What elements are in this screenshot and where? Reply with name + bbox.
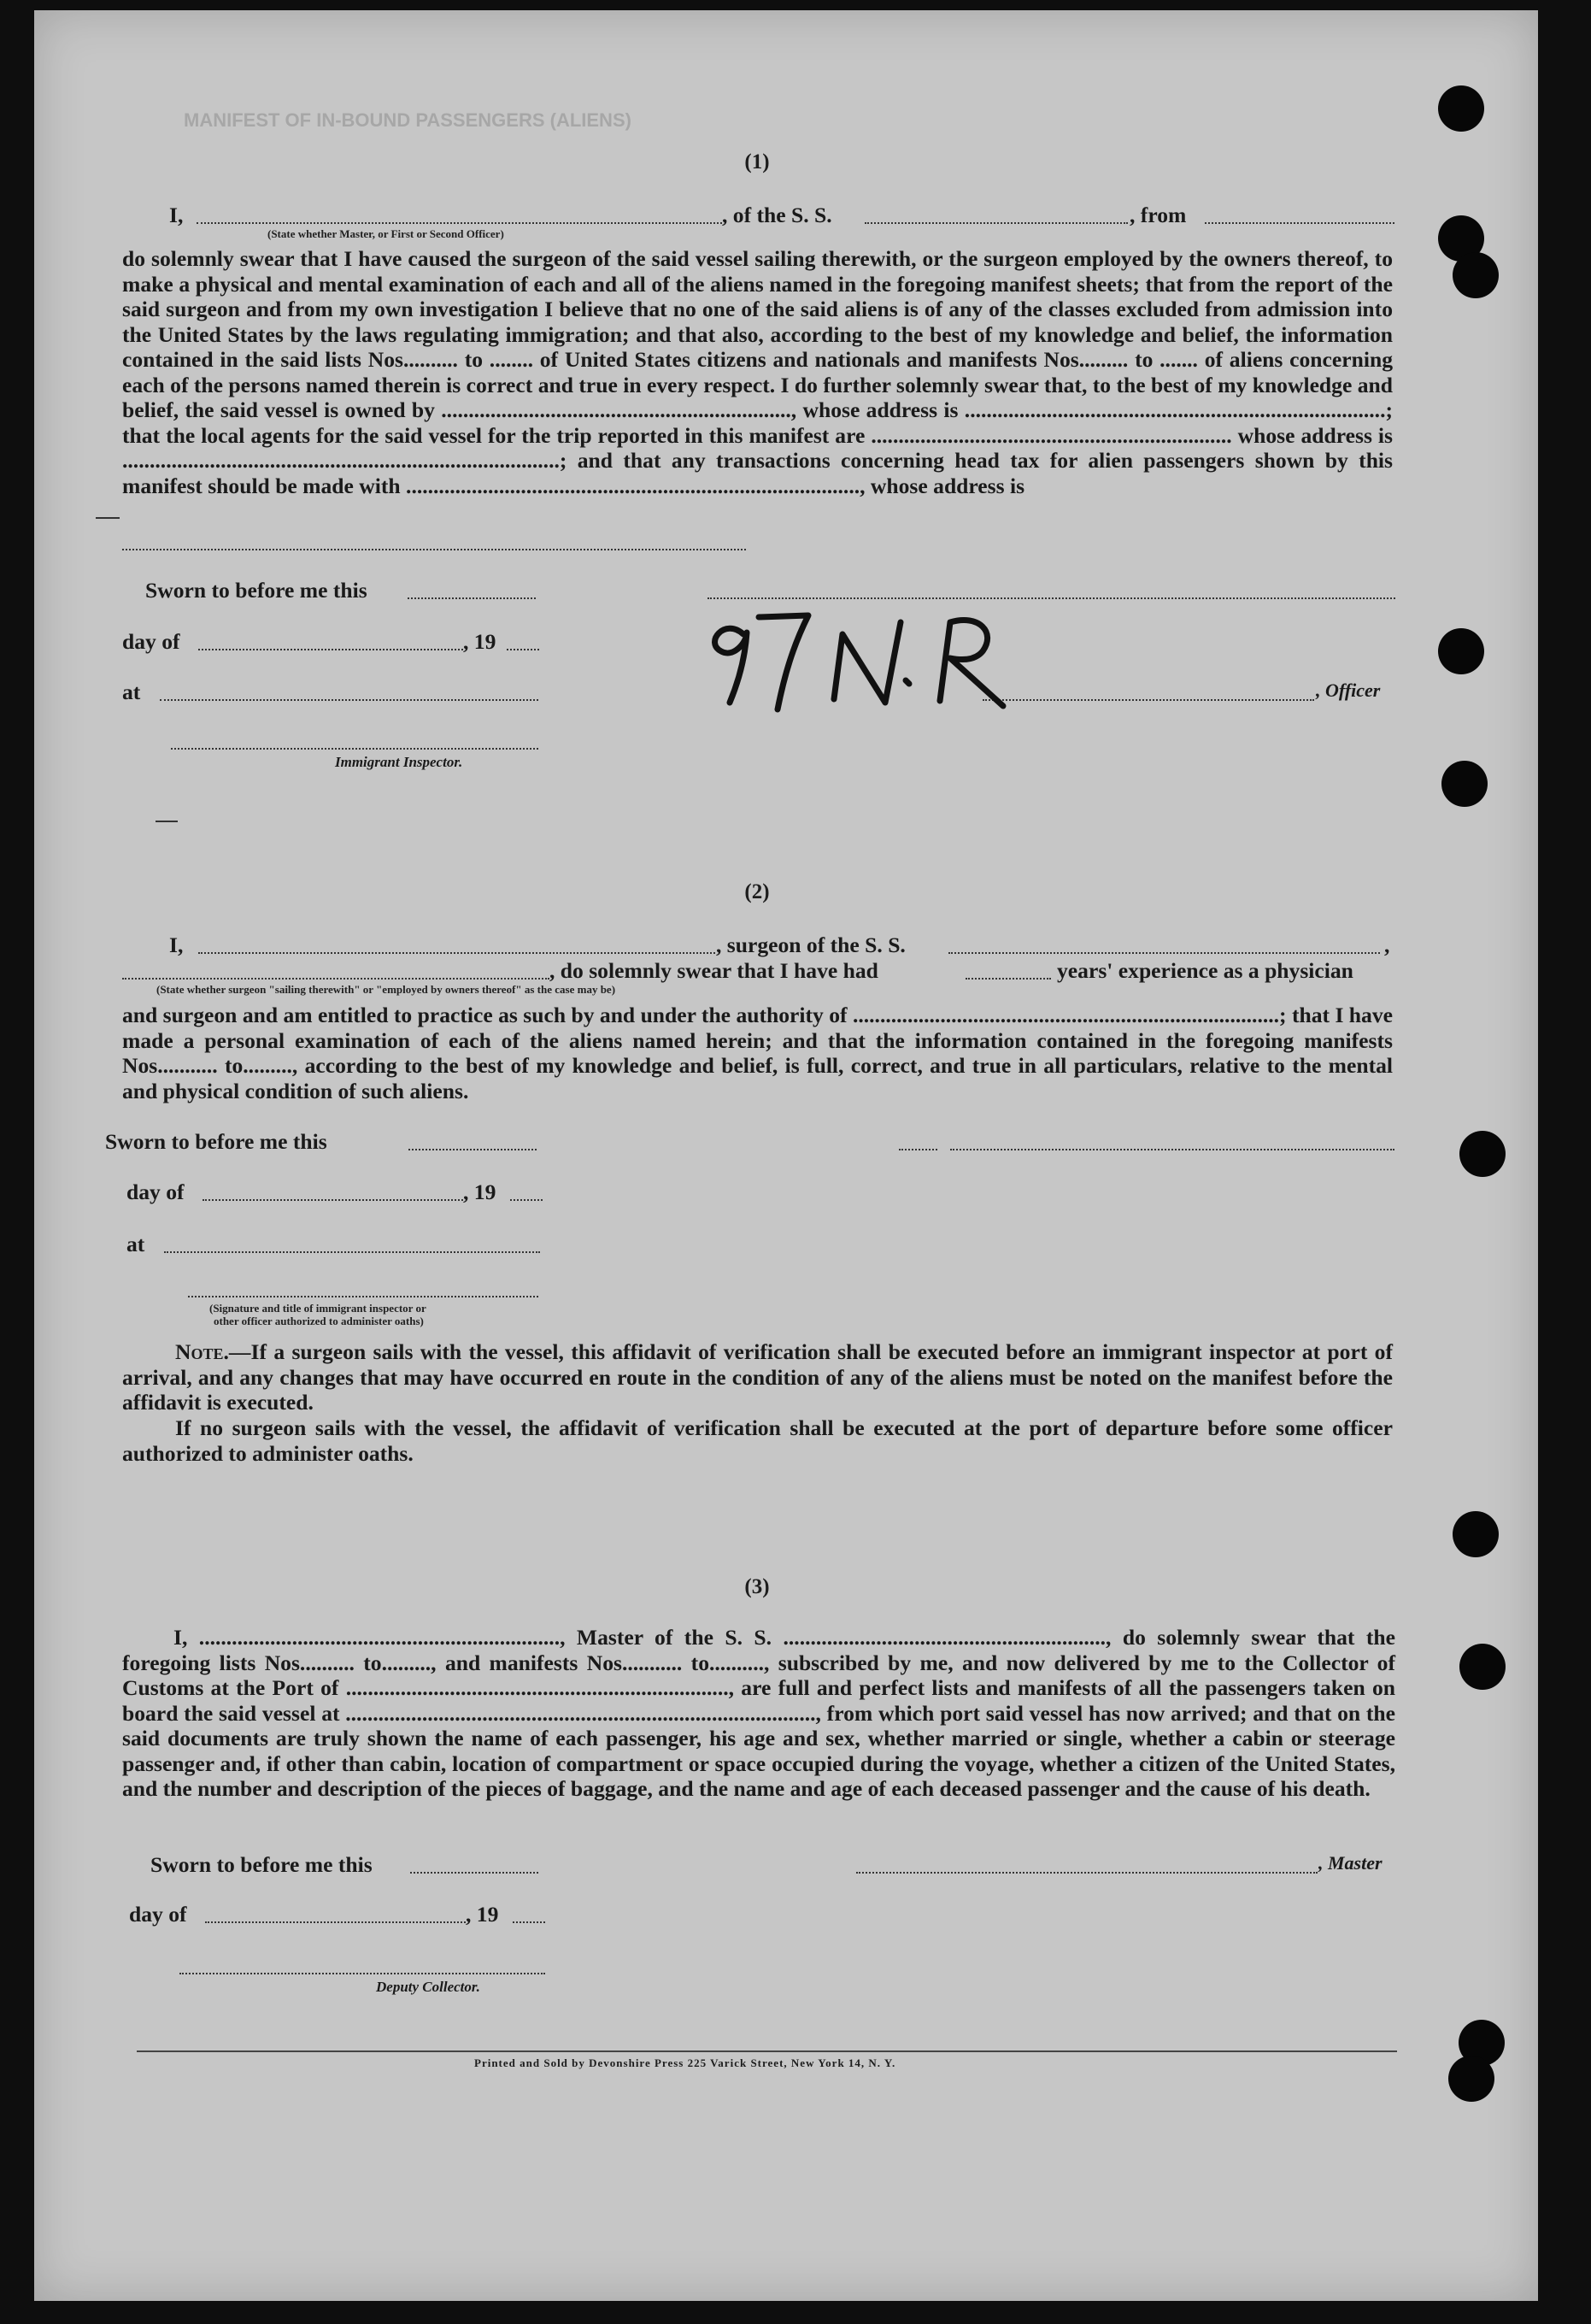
signature-note-line-2: other officer authorized to administer oaths) [214,1315,424,1327]
signature-note-line-1: (Signature and title of immigrant inspector or [209,1302,426,1315]
year-label-2: , 19 [463,1180,496,1204]
head-tax-address-field[interactable] [122,549,746,550]
day-of-field-2[interactable] [203,1199,463,1201]
section-2-surgeon-note: (State whether surgeon "sailing therewith" or "employed by owners thereof" as the case may be) [156,983,616,996]
note-text: —If a surgeon sails with the vessel, this affidavit of verification shall be executed before an immigrant inspector at port of arrival, and any changes that may have occurred en route in the condition of any of the aliens must be noted on the manifest before the affidavit is executed. [122,1339,1393,1415]
surgeon-signature-line-a[interactable] [899,1149,937,1150]
section-2-oath-text: and surgeon and am entitled to practice as such by and under the authority of ..............................................................................; that I have made a personal examination of each of the aliens named herein; and that the information contained in the foregoing manifests Nos........... to........., according to the best of my knowledge and belief, is full, correct, and true in all particulars, relative to the mental and physical condition of such aliens. [122,1003,1393,1103]
day-of-field-3[interactable] [205,1921,466,1923]
section-2-number: (2) [744,880,770,903]
sworn-date-field-3[interactable] [410,1872,538,1874]
binder-hole [1448,2056,1494,2102]
binder-hole [1438,628,1484,674]
bleed-through-header: MANIFEST OF IN-BOUND PASSENGERS (ALIENS) [184,109,631,131]
note-label: Note. [175,1339,229,1364]
day-of-label-2: day of [126,1180,185,1204]
at-place-field-1[interactable] [160,699,538,701]
at-label-1: at [122,680,141,704]
day-of-field-1[interactable] [198,649,463,650]
section-1-from-label: , from [1130,203,1187,227]
year-label-1: , 19 [463,629,496,654]
year-field-3[interactable] [513,1921,545,1923]
ship-name-field[interactable] [865,222,1128,224]
binder-hole [1459,1131,1506,1177]
section-1-i-label: I, [169,203,184,227]
surgeon-signature-line[interactable] [950,1149,1394,1150]
section-2-swear-label: , do solemnly swear that I have had [549,958,878,983]
year-label-3: , 19 [466,1902,499,1927]
master-label: , Master [1318,1852,1383,1874]
binder-hole [1441,761,1488,807]
section-3-number: (3) [744,1575,770,1598]
years-experience-field[interactable] [966,978,1051,980]
section-1-ship-label: , of the S. S. [722,203,832,227]
at-place-field-2[interactable] [164,1251,540,1253]
section-1-officer-note: (State whether Master, or First or Second Officer) [267,227,504,240]
binder-hole [1453,1511,1499,1557]
section-1-number: (1) [744,150,770,174]
handwritten-signature [707,598,1032,718]
authorized-officer-signature-line[interactable] [188,1296,538,1297]
surgeon-status-field[interactable] [122,978,549,980]
surgeon-name-field[interactable] [198,952,715,954]
sworn-label-1: Sworn to before me this [145,578,367,603]
section-1-oath-text: do solemnly swear that I have caused the surgeon of the said vessel sailing therewith, or the surgeon employed by the owners thereof, to make a physical and mental examination of each and all of the aliens named in the foregoing manifest sheets; that from the report of the said surgeon and from my own investigation I believe that no one of the said aliens is of any of the classes excluded from admission into the United States by the laws regulating immigration; and that also, according to the best of my knowledge and belief, the information contained in the said lists Nos.......... to ........ of United States citizens and nationals and manifests Nos......... to ....... of aliens concerning each of the persons named therein is correct and true in every respect. I do further solemnly swear that, to the best of my knowledge and belief, the said vessel is owned by ................................................................, whose address is .............................................................................; that the local agents for the said vessel for the trip reported in this manifest are .................................................................. whose address is ................................................................................; and that any transactions concerning head tax for alien passengers shown by this manifest should be made with ..................................................................................., whose address is [122,246,1393,498]
section-2-i-label: I, [169,933,184,957]
master-signature-line[interactable] [856,1872,1318,1874]
sworn-date-field-1[interactable] [408,597,536,599]
comma: , [1384,933,1390,957]
section-2-years-label: years' experience as a physician [1057,958,1353,983]
officer-title-field[interactable] [983,699,1314,701]
sworn-label-2: Sworn to before me this [105,1129,327,1154]
surgeon-ship-field[interactable] [948,952,1380,954]
immigrant-inspector-caption: Immigrant Inspector. [335,754,463,770]
day-of-label-3: day of [129,1902,187,1927]
footer-rule [137,2050,1397,2052]
inspector-signature-line[interactable] [171,748,538,750]
deputy-collector-caption: Deputy Collector. [376,1979,480,1995]
margin-tick [156,821,178,822]
binder-hole [1459,1644,1506,1690]
day-of-label-1: day of [122,629,180,654]
section-2-note [122,1339,1393,1415]
section-2-note-2: If no surgeon sails with the vessel, the affidavit of verification shall be executed at the port of departure before some officer authorized to administer oaths. [122,1415,1393,1466]
at-label-2: at [126,1232,145,1256]
margin-tick [96,517,120,519]
departure-port-field[interactable] [1205,222,1394,224]
officer-label: , Officer [1316,680,1381,701]
officer-name-field[interactable] [197,222,722,224]
section-3-oath-text: I, .................................................................., Master of the S. S. ..........................................................., do solemnly swear that the foregoing lists Nos.......... to........., and manifests Nos........... to.........., subscribed by me, and now delivered by me to the Collector of Customs at the Port of ......................................................................, are full and perfect lists and manifests of all the passengers taken on board the said vessel at ......................................................................................, from which port said vessel has now arrived; and that on the said documents are truly shown the name of each passenger, his age and sex, whether married or single, whether a cabin or steerage passenger and, if other than cabin, location of compartment or space occupied during the voyage, whether a citizen of the United States, and the number and description of the pieces of baggage, and the name and age of each deceased passenger and the cause of his death. [122,1625,1395,1801]
binder-hole [1438,85,1484,132]
sworn-date-field-2[interactable] [408,1149,537,1150]
binder-hole [1453,252,1499,298]
sworn-label-3: Sworn to before me this [150,1852,373,1877]
year-field-2[interactable] [510,1199,543,1201]
section-2-surgeon-label: , surgeon of the S. S. [716,933,906,957]
printer-imprint: Printed and Sold by Devonshire Press 225 Varick Street, New York 14, N. Y. [474,2056,896,2069]
collector-signature-line[interactable] [179,1973,545,1974]
year-field-1[interactable] [507,649,539,650]
